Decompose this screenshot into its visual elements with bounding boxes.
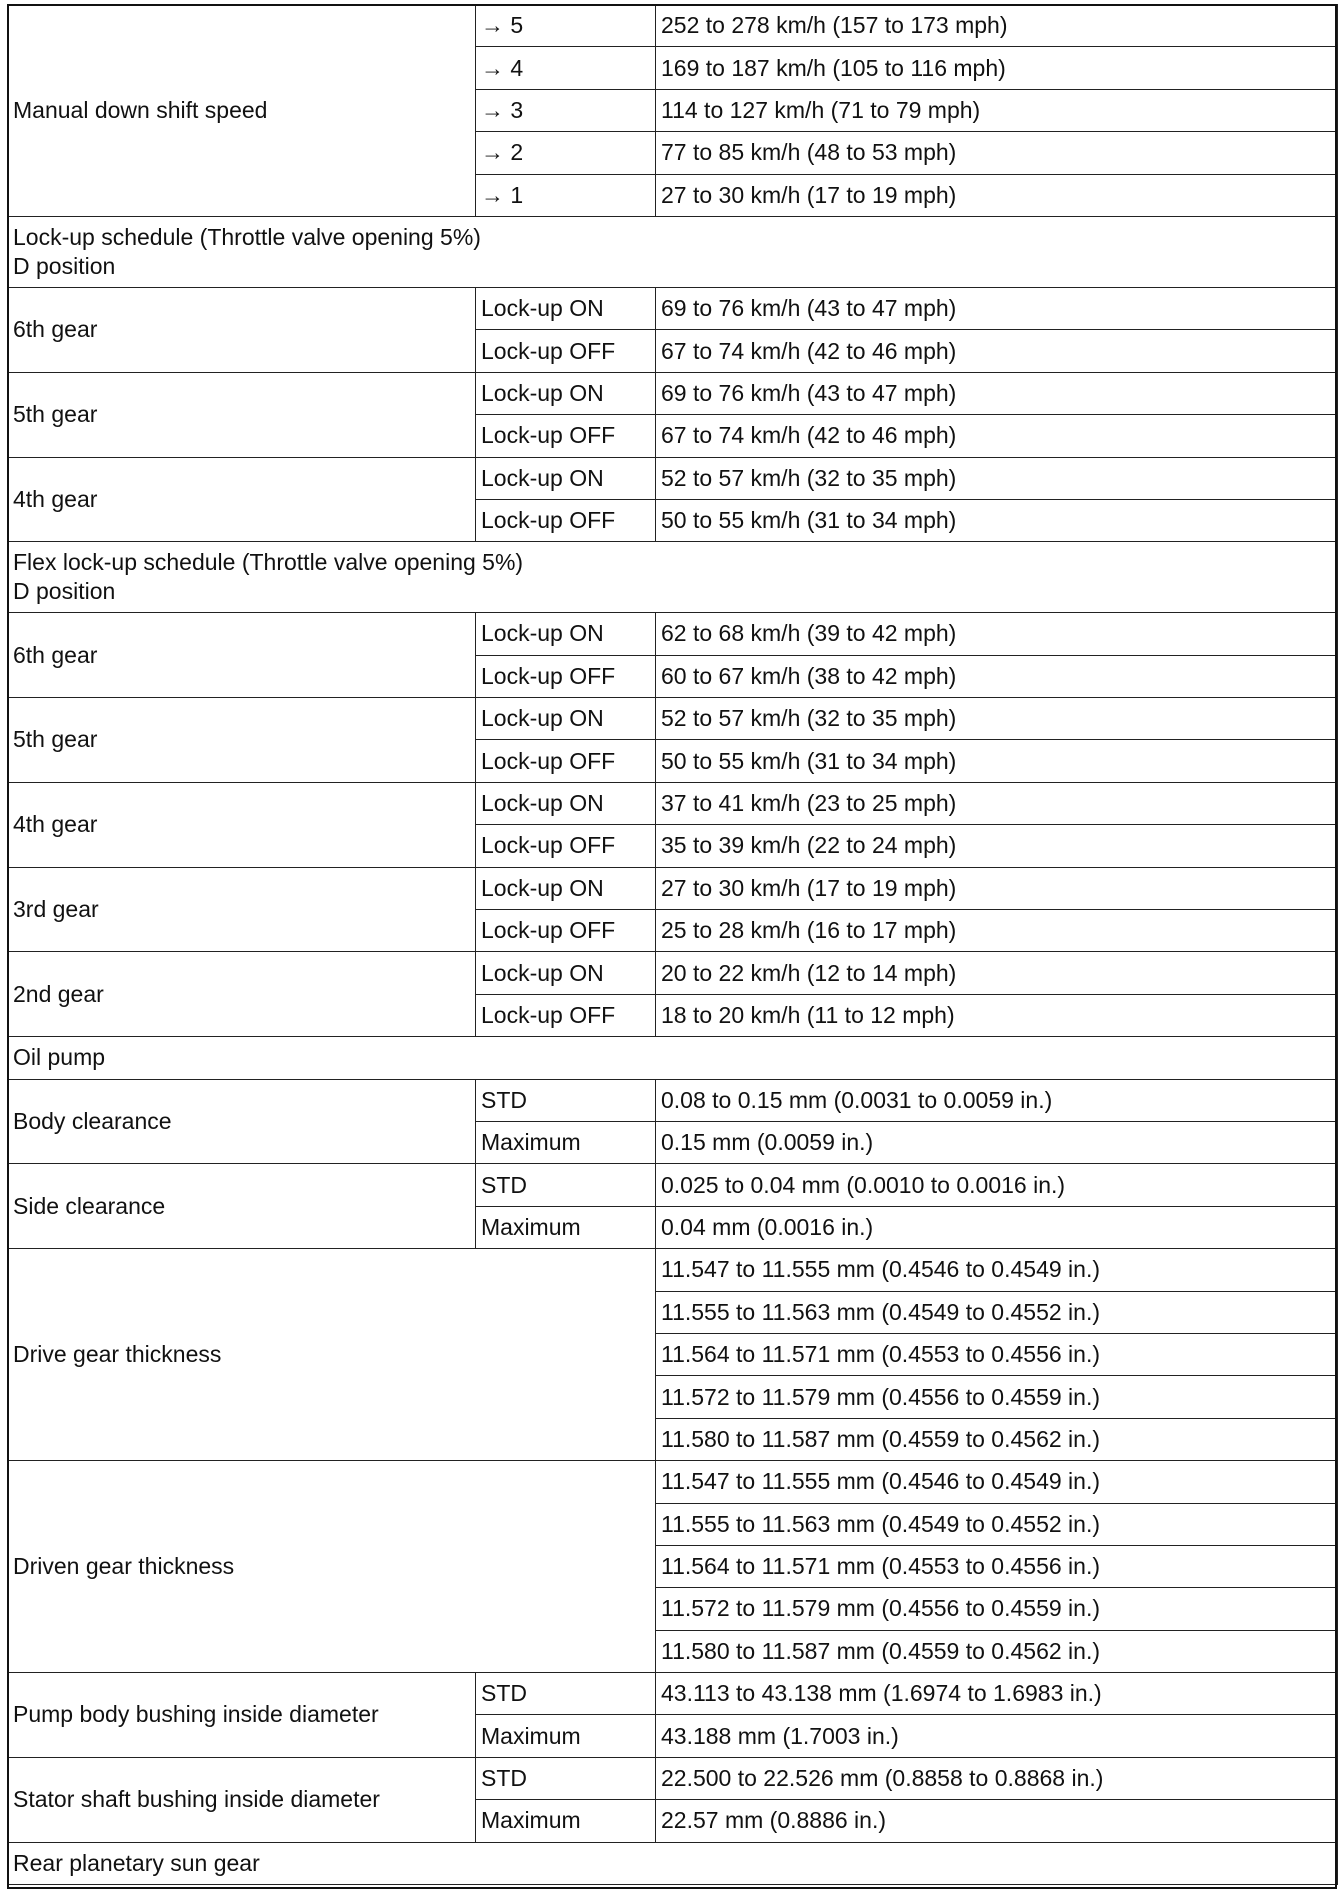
table-row [8, 613, 1338, 655]
flex-off-speed: 50 to 55 km/h (31 to 34 mph) [656, 740, 1338, 782]
lockup-off-label: Lock-up OFF [476, 415, 656, 457]
lockup-section-heading [8, 216, 1338, 287]
table-row [8, 5, 1338, 47]
flex-on-speed: 52 to 57 km/h (32 to 35 mph) [656, 698, 1338, 740]
lockup-on-label: Lock-up ON [476, 613, 656, 655]
table-row [8, 1249, 1338, 1291]
shift-speed: 169 to 187 km/h (105 to 116 mph) [656, 47, 1338, 89]
drive-gear-value: 11.547 to 11.555 mm (0.4546 to 0.4549 in.) [656, 1249, 1338, 1291]
shift-gear: → 5 [476, 5, 656, 47]
drive-gear-value: 11.580 to 11.587 mm (0.4559 to 0.4562 in.) [656, 1418, 1338, 1460]
flex-on-speed: 27 to 30 km/h (17 to 19 mph) [656, 867, 1338, 909]
lockup-on-label: Lock-up ON [476, 372, 656, 414]
oil-pump-heading: Oil pump [8, 1037, 1338, 1079]
section-row [8, 1842, 1338, 1884]
max-label: Maximum [476, 1121, 656, 1163]
shift-speed: 77 to 85 km/h (48 to 53 mph) [656, 132, 1338, 174]
drive-gear-value: 11.572 to 11.579 mm (0.4556 to 0.4559 in.) [656, 1376, 1338, 1418]
flex-lockup-section-heading [8, 542, 1338, 613]
lockup-title: Lock-up schedule (Throttle valve opening 5%) [13, 223, 481, 250]
driven-gear-value: 11.555 to 11.563 mm (0.4549 to 0.4552 in.) [656, 1503, 1338, 1545]
lockup-off-label: Lock-up OFF [476, 330, 656, 372]
stator-shaft-bushing-max: 22.57 mm (0.8886 in.) [656, 1800, 1338, 1842]
rear-planetary-heading: Rear planetary sun gear [8, 1842, 1338, 1884]
body-clearance-std: 0.08 to 0.15 mm (0.0031 to 0.0059 in.) [656, 1079, 1338, 1121]
flex-lockup-title: Flex lock-up schedule (Throttle valve opening 5%) [13, 549, 524, 576]
flex-on-speed: 20 to 22 km/h (12 to 14 mph) [656, 952, 1338, 994]
max-label: Maximum [476, 1800, 656, 1842]
table-row [8, 372, 1338, 414]
pump-body-bushing-label: Pump body bushing inside diameter [8, 1673, 476, 1758]
shift-gear: → 2 [476, 132, 656, 174]
std-label: STD [476, 1673, 656, 1715]
stator-shaft-bushing-std: 22.500 to 22.526 mm (0.8858 to 0.8868 in.) [656, 1757, 1338, 1799]
shift-gear: → 3 [476, 89, 656, 131]
lockup-on-speed: 52 to 57 km/h (32 to 35 mph) [656, 457, 1338, 499]
lockup-off-label: Lock-up OFF [476, 740, 656, 782]
lockup-on-label: Lock-up ON [476, 782, 656, 824]
body-clearance-max: 0.15 mm (0.0059 in.) [656, 1121, 1338, 1163]
lockup-gear-label: 4th gear [8, 457, 476, 542]
shift-gear: → 1 [476, 174, 656, 216]
table-row [8, 952, 1338, 994]
driven-gear-value: 11.580 to 11.587 mm (0.4559 to 0.4562 in.) [656, 1630, 1338, 1672]
table-row [8, 1164, 1338, 1206]
std-label: STD [476, 1757, 656, 1799]
table-row [8, 1673, 1338, 1715]
table-row [8, 1079, 1338, 1121]
manual-down-shift-label: Manual down shift speed [8, 5, 476, 217]
table-row [8, 1757, 1338, 1799]
flex-on-speed: 37 to 41 km/h (23 to 25 mph) [656, 782, 1338, 824]
flex-off-speed: 60 to 67 km/h (38 to 42 mph) [656, 655, 1338, 697]
spec-table [7, 4, 1338, 1885]
shift-speed: 27 to 30 km/h (17 to 19 mph) [656, 174, 1338, 216]
body-clearance-label: Body clearance [8, 1079, 476, 1164]
table-row [8, 782, 1338, 824]
lockup-on-label: Lock-up ON [476, 698, 656, 740]
side-clearance-std: 0.025 to 0.04 mm (0.0010 to 0.0016 in.) [656, 1164, 1338, 1206]
lockup-on-speed: 69 to 76 km/h (43 to 47 mph) [656, 372, 1338, 414]
lockup-off-label: Lock-up OFF [476, 994, 656, 1036]
flex-gear-label: 2nd gear [8, 952, 476, 1037]
flex-gear-label: 6th gear [8, 613, 476, 698]
flex-gear-label: 3rd gear [8, 867, 476, 952]
side-clearance-label: Side clearance [8, 1164, 476, 1249]
lockup-gear-label: 5th gear [8, 372, 476, 457]
flex-gear-label: 4th gear [8, 782, 476, 867]
lockup-off-label: Lock-up OFF [476, 655, 656, 697]
drive-gear-label: Drive gear thickness [8, 1249, 656, 1461]
driven-gear-value: 11.564 to 11.571 mm (0.4553 to 0.4556 in.) [656, 1545, 1338, 1587]
table-row [8, 287, 1338, 329]
lockup-on-label: Lock-up ON [476, 457, 656, 499]
max-label: Maximum [476, 1715, 656, 1757]
section-row [8, 542, 1338, 613]
flex-gear-label: 5th gear [8, 698, 476, 783]
lockup-off-label: Lock-up OFF [476, 825, 656, 867]
table-row [8, 867, 1338, 909]
flex-on-speed: 62 to 68 km/h (39 to 42 mph) [656, 613, 1338, 655]
lockup-gear-label: 6th gear [8, 287, 476, 372]
lockup-off-label: Lock-up OFF [476, 499, 656, 541]
lockup-off-label: Lock-up OFF [476, 910, 656, 952]
lockup-off-speed: 67 to 74 km/h (42 to 46 mph) [656, 330, 1338, 372]
std-label: STD [476, 1079, 656, 1121]
shift-speed: 114 to 127 km/h (71 to 79 mph) [656, 89, 1338, 131]
section-row [8, 216, 1338, 287]
driven-gear-value: 11.547 to 11.555 mm (0.4546 to 0.4549 in.) [656, 1461, 1338, 1503]
shift-gear: → 4 [476, 47, 656, 89]
table-row [8, 457, 1338, 499]
lockup-on-label: Lock-up ON [476, 952, 656, 994]
driven-gear-label: Driven gear thickness [8, 1461, 656, 1673]
shift-speed: 252 to 278 km/h (157 to 173 mph) [656, 5, 1338, 47]
driven-gear-value: 11.572 to 11.579 mm (0.4556 to 0.4559 in.) [656, 1588, 1338, 1630]
lockup-on-label: Lock-up ON [476, 287, 656, 329]
drive-gear-value: 11.555 to 11.563 mm (0.4549 to 0.4552 in.) [656, 1291, 1338, 1333]
lockup-on-label: Lock-up ON [476, 867, 656, 909]
lockup-off-speed: 67 to 74 km/h (42 to 46 mph) [656, 415, 1338, 457]
flex-lockup-position: D position [13, 578, 116, 605]
max-label: Maximum [476, 1206, 656, 1248]
drive-gear-value: 11.564 to 11.571 mm (0.4553 to 0.4556 in.) [656, 1333, 1338, 1375]
pump-body-bushing-max: 43.188 mm (1.7003 in.) [656, 1715, 1338, 1757]
table-row [8, 1461, 1338, 1503]
flex-off-speed: 18 to 20 km/h (11 to 12 mph) [656, 994, 1338, 1036]
flex-off-speed: 25 to 28 km/h (16 to 17 mph) [656, 910, 1338, 952]
stator-shaft-bushing-label: Stator shaft bushing inside diameter [8, 1757, 476, 1842]
table-row [8, 698, 1338, 740]
lockup-position: D position [13, 252, 116, 279]
lockup-off-speed: 50 to 55 km/h (31 to 34 mph) [656, 499, 1338, 541]
std-label: STD [476, 1164, 656, 1206]
side-clearance-max: 0.04 mm (0.0016 in.) [656, 1206, 1338, 1248]
flex-off-speed: 35 to 39 km/h (22 to 24 mph) [656, 825, 1338, 867]
lockup-on-speed: 69 to 76 km/h (43 to 47 mph) [656, 287, 1338, 329]
section-row [8, 1037, 1338, 1079]
pump-body-bushing-std: 43.113 to 43.138 mm (1.6974 to 1.6983 in.) [656, 1673, 1338, 1715]
